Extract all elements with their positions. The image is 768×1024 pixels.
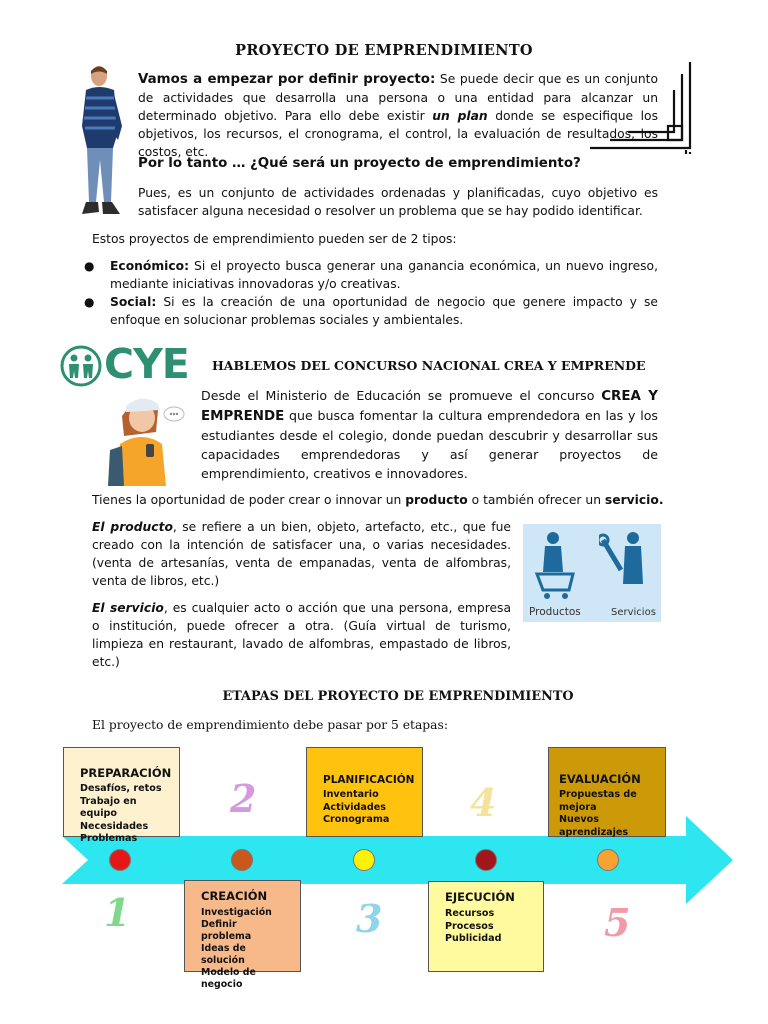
stages-title: ETAPAS DEL PROYECTO DE EMPRENDIMIENTO: [222, 689, 574, 704]
list-item: Publicidad: [445, 933, 502, 944]
stage-5-title: EVALUACIÓN: [559, 772, 641, 786]
stage-1-dot: [109, 849, 131, 871]
list-item: Problemas: [80, 833, 138, 844]
list-item: Modelo de negocio: [201, 967, 256, 990]
student-girl-illustration: [100, 392, 192, 488]
list-item: Desafíos, retos: [80, 783, 162, 794]
service-label: El servicio: [92, 601, 164, 615]
products-services-image: [523, 524, 661, 622]
bullet-icon: ●: [84, 259, 95, 273]
stage-1-number: 1: [104, 890, 131, 935]
stage-1-title: PREPARACIÓN: [80, 766, 172, 780]
stage-2-number: 2: [230, 776, 257, 821]
list-item: Inventario: [323, 789, 379, 800]
stage-3-title: PLANIFICACIÓN: [323, 774, 415, 786]
list-item: Propuestas de mejora: [559, 789, 637, 813]
list-item: Trabajo en equipo: [80, 795, 137, 819]
question-heading: Por lo tanto … ¿Qué será un proyecto de emprendimiento?: [138, 156, 581, 171]
stage-2-dot: [231, 849, 253, 871]
types-list: [84, 257, 658, 329]
student-boy-image: [78, 64, 128, 222]
stage-4-title: EJECUCIÓN: [445, 890, 515, 904]
service-paragraph: [92, 599, 511, 671]
cye-logo-text: CYE: [104, 340, 189, 388]
product-label: El producto: [92, 520, 173, 534]
opportunity-text-1: Tienes la oportunidad de poder crear o innovar un: [92, 493, 406, 507]
list-item: Definir problema: [201, 919, 252, 942]
intro-text-2: donde se especifique los objetivos, los recursos, el cronograma, el control, la evaluación de resultados, los costos, etc.: [138, 109, 658, 159]
intro-plan: un plan: [432, 109, 488, 123]
contest-paragraph: [201, 386, 658, 483]
opportunity-service: servicio.: [604, 493, 664, 507]
wrench-person-icon: [599, 530, 655, 602]
list-item: Necesidades: [80, 820, 149, 832]
intro-text-1: Se puede decir que es un conjunto de actividades que desarrolla una persona o una entidad para alcanzar un determinado objetivo. Para ello debe existir: [138, 72, 658, 123]
service-text: , es cualquier acto o acción que una persona, empresa o institución, puede ofrecer a otra. (Guía virtual de turismo, limpieza en restaurant, lavado de alfombras, empastado de libros, etc.): [92, 601, 511, 669]
intro-lead: Vamos a empezar por definir proyecto:: [138, 72, 436, 87]
stage-2-box: [184, 880, 301, 990]
list-item: Recursos: [445, 908, 495, 919]
intro-paragraph: [138, 70, 658, 161]
list-item: Actividades: [323, 801, 386, 813]
bullet-icon: ●: [84, 295, 95, 309]
list-item: Investigación: [201, 907, 272, 918]
types-intro: Estos proyectos de emprendimiento pueden ser de 2 tipos:: [92, 232, 457, 246]
products-label: Productos: [529, 606, 581, 618]
stage-4-dot: [475, 849, 497, 871]
type-label: Social:: [110, 295, 157, 309]
people-icon: [60, 345, 102, 387]
opportunity-line: [92, 491, 672, 509]
services-label: Servicios: [611, 607, 656, 618]
opportunity-product: producto: [405, 493, 468, 507]
stage-2-title: CREACIÓN: [201, 889, 268, 903]
shopping-cart-person-icon: [533, 530, 579, 602]
type-label: Económico:: [110, 259, 190, 273]
contest-text-1: Desde el Ministerio de Educación se promueve el concurso: [201, 388, 602, 403]
stage-5-dot: [597, 849, 619, 871]
stage-4-box: [428, 881, 544, 972]
list-item: [84, 257, 658, 293]
list-item: [84, 293, 658, 329]
stage-5-box: [548, 747, 666, 837]
page-title: PROYECTO DE EMPRENDIMIENTO: [235, 42, 533, 59]
stage-3-number: 3: [356, 896, 383, 941]
list-item: Cronograma: [323, 814, 390, 825]
stage-1-box: [63, 747, 180, 844]
stage-3-box: [306, 747, 423, 837]
contest-name: CREA Y EMPRENDE: [201, 389, 658, 424]
cye-logo: [60, 340, 196, 388]
stages-intro: El proyecto de emprendimiento debe pasar por 5 etapas:: [92, 718, 448, 732]
product-paragraph: [92, 518, 511, 590]
contest-title: HABLEMOS DEL CONCURSO NACIONAL CREA Y EMPRENDE: [212, 358, 646, 373]
corner-decoration: [588, 60, 694, 156]
list-item: Nuevos aprendizajes: [559, 814, 629, 838]
type-text: Si es la creación de una oportunidad de negocio que genere impacto y se enfoque en solucionar problemas sociales y ambientales.: [110, 295, 658, 327]
type-text: Si el proyecto busca generar una ganancia económica, un nuevo ingreso, mediante iniciativas innovadoras y/o creativas.: [110, 259, 658, 291]
list-item: Procesos: [445, 920, 494, 932]
list-item: Ideas de solución: [201, 943, 246, 966]
opportunity-text-2: o también ofrecer un: [467, 493, 605, 507]
stage-4-number: 4: [470, 780, 497, 825]
answer-paragraph: Pues, es un conjunto de actividades ordenadas y planificadas, cuyo objetivo es satisfacer alguna necesidad o resolver un problema que se hay podido identificar.: [138, 186, 658, 218]
stage-5-number: 5: [604, 900, 631, 945]
contest-text-2: que busca fomentar la cultura emprendedora en las y los estudiantes desde el colegio, donde puedan descubrir y desarrollar sus capacidades emprendedoras y así generar proyectos de emprendimiento, creativos e innovadores.: [201, 408, 658, 481]
stage-3-dot: [353, 849, 375, 871]
product-text: , se refiere a un bien, objeto, artefacto, etc., que fue creado con la intención de satisfacer una, o varias necesidades. (venta de artesanías, venta de empanadas, venta de alfombras, venta de libros, etc.): [92, 520, 511, 588]
